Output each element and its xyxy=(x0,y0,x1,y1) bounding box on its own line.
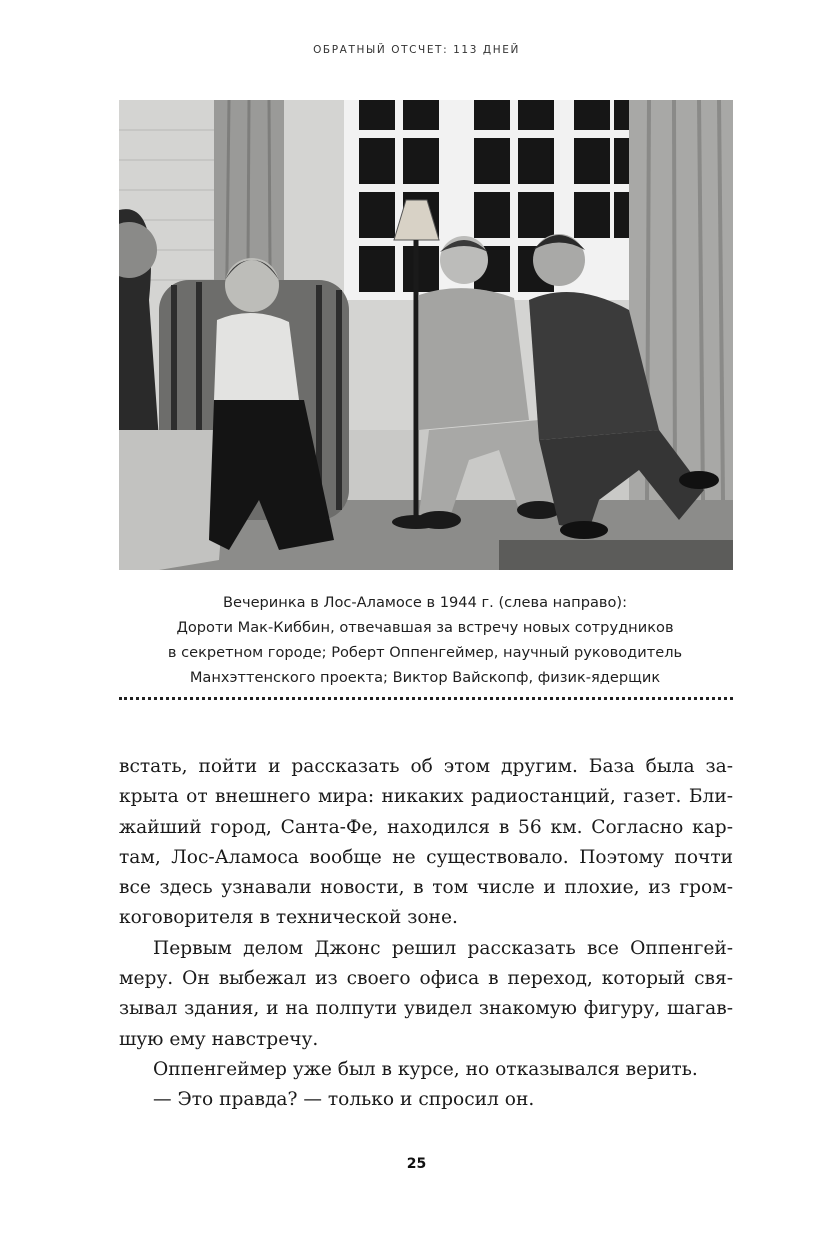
body-line: — Это правда? — только и спросил он. xyxy=(153,1089,535,1111)
body-line: Оппенгеймер уже был в курсе, но отказывался верить. xyxy=(153,1058,698,1080)
page-number: 25 xyxy=(406,1156,427,1172)
photo-caption xyxy=(110,590,740,690)
body-line: там, Лос-Аламоса вообще не существовало. Поэтому почти xyxy=(119,846,733,868)
body-line: шую ему навстречу. xyxy=(119,1028,319,1050)
caption-line: Дороти Мак-Киббин, отвечавшая за встречу новых сотрудников xyxy=(176,619,674,636)
body-line: меру. Он выбежал из своего офиса в переход, который свя- xyxy=(119,968,733,990)
body-line: жайший город, Санта-Фе, находился в 56 км. Согласно кар- xyxy=(119,816,733,838)
caption-line: Манхэттенского проекта; Виктор Вайскопф, физик-ядерщик xyxy=(189,669,661,686)
dotted-divider xyxy=(119,697,733,700)
body-line: все здесь узнавали новости, в том числе и плохие, из гром- xyxy=(119,877,733,899)
party-photo xyxy=(119,100,733,570)
body-line: зывал здания, и на полпути увидел знакомую фигуру, шагав- xyxy=(119,998,733,1020)
body-line: коговорителя в технической зоне. xyxy=(119,907,458,929)
running-head: ОБРАТНЫЙ ОТСЧЕТ: 113 ДНЕЙ xyxy=(313,44,520,56)
caption-line: Вечеринка в Лос-Аламосе в 1944 г. (слева направо): xyxy=(222,594,628,611)
photo-illustration xyxy=(119,100,733,570)
body-line: встать, пойти и рассказать об этом другим. База была за- xyxy=(119,756,733,777)
body-line: Первым делом Джонс решил рассказать все Оппенгей- xyxy=(153,937,733,959)
body-text xyxy=(119,752,733,1116)
body-line: крыта от внешнего мира: никаких радиостанций, газет. Бли- xyxy=(119,786,733,808)
caption-line: в секретном городе; Роберт Оппенгеймер, научный руководитель xyxy=(167,644,683,661)
